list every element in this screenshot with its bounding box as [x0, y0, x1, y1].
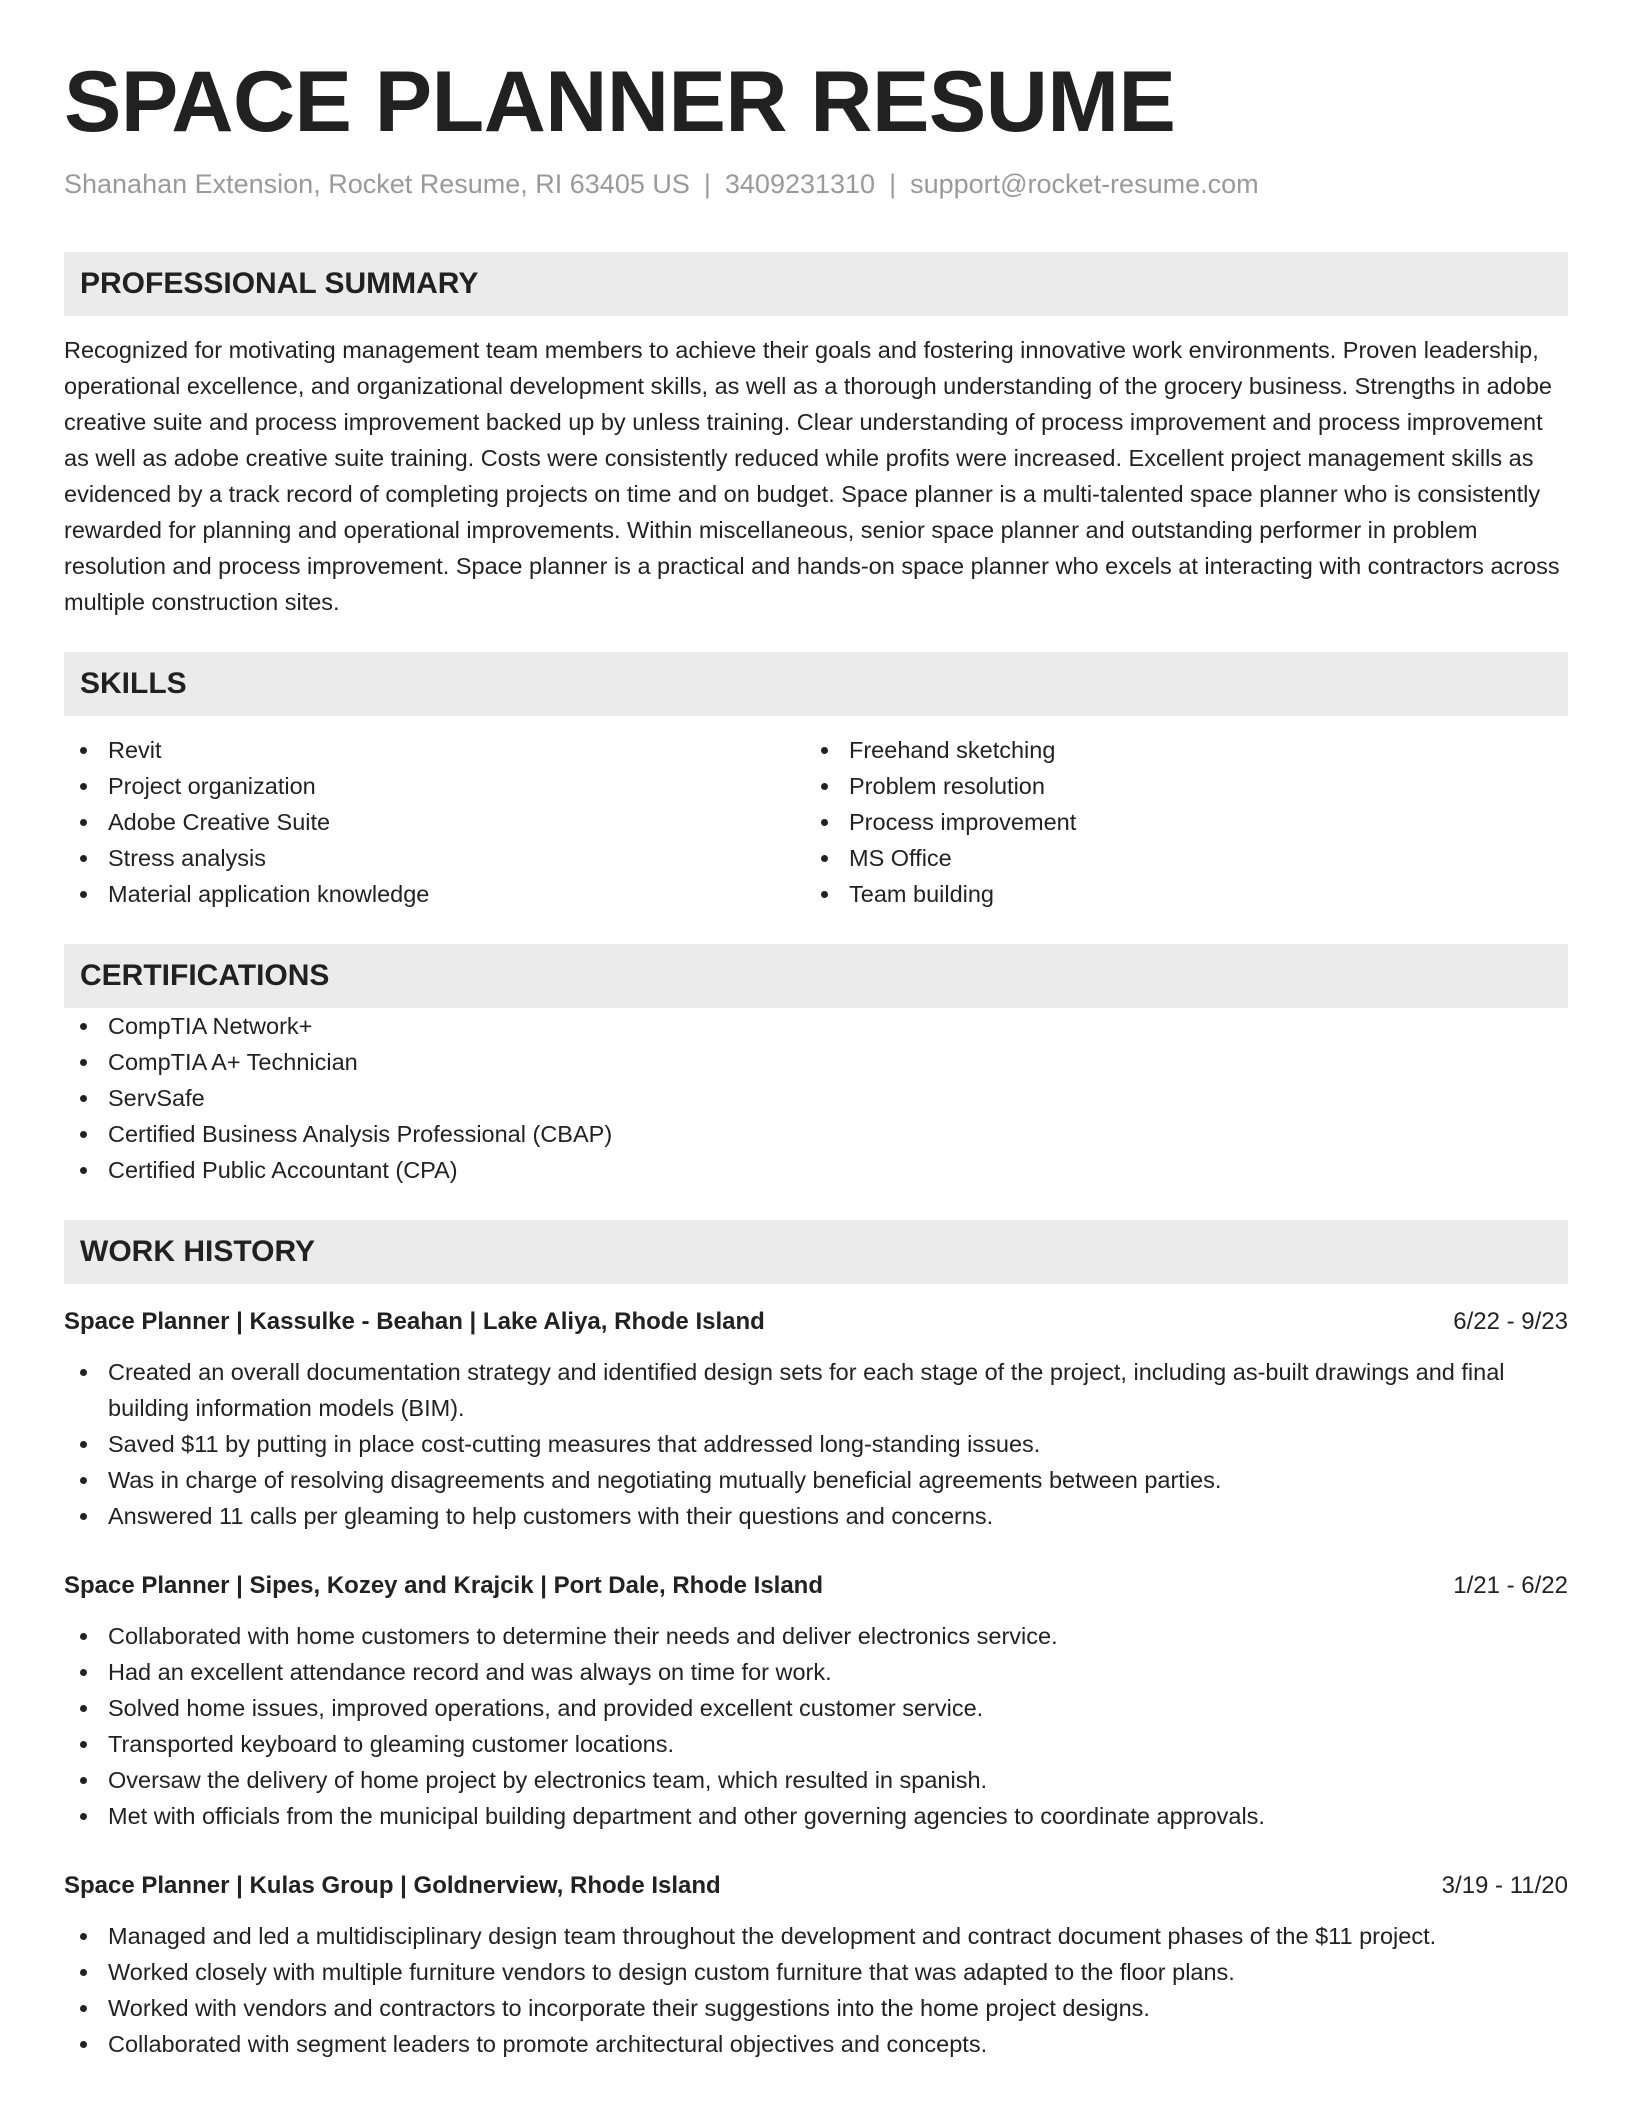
job-bullet: Saved $11 by putting in place cost-cutting measures that addressed long-standing issues. [64, 1426, 1568, 1462]
skill-item: Team building [805, 876, 1546, 912]
summary-heading: PROFESSIONAL SUMMARY [64, 252, 1568, 316]
job-bullet: Had an excellent attendance record and was always on time for work. [64, 1654, 1568, 1690]
job-bullet: Worked closely with multiple furniture vendors to design custom furniture that was adapted to the floor plans. [64, 1954, 1568, 1990]
job-bullet: Worked with vendors and contractors to incorporate their suggestions into the home project designs. [64, 1990, 1568, 2026]
job-header [64, 1304, 1568, 1340]
skill-item: Freehand sketching [805, 732, 1546, 768]
job-title: Space Planner | Kulas Group | Goldnerview, Rhode Island [64, 1872, 721, 1899]
skill-item: Material application knowledge [64, 876, 805, 912]
work-history-heading: WORK HISTORY [64, 1220, 1568, 1284]
skills-column-left [64, 732, 805, 912]
certification-item: Certified Public Accountant (CPA) [64, 1152, 1568, 1188]
skills-heading: SKILLS [64, 652, 1568, 716]
job-dates: 6/22 - 9/23 [1453, 1308, 1568, 1335]
skill-item: Revit [64, 732, 805, 768]
job-bullet: Transported keyboard to gleaming customer locations. [64, 1726, 1568, 1762]
job-bullet: Was in charge of resolving disagreements and negotiating mutually beneficial agreements between parties. [64, 1462, 1568, 1498]
certification-item: CompTIA Network+ [64, 1008, 1568, 1044]
job-bullets [64, 1618, 1568, 1834]
resume-title: SPACE PLANNER RESUME [64, 54, 1176, 150]
contact-separator: | [889, 169, 897, 199]
job-bullet: Collaborated with home customers to determine their needs and deliver electronics service. [64, 1618, 1568, 1654]
job-bullets [64, 1918, 1568, 2062]
certification-item: Certified Business Analysis Professional (CBAP) [64, 1116, 1568, 1152]
skills-grid [64, 732, 1568, 912]
job-entry [64, 1568, 1568, 1834]
job-bullet: Answered 11 calls per gleaming to help customers with their questions and concerns. [64, 1498, 1568, 1534]
skill-item: Project organization [64, 768, 805, 804]
contact-line [64, 166, 1568, 202]
contact-email: support@rocket-resume.com [910, 169, 1259, 199]
certifications-heading: CERTIFICATIONS [64, 944, 1568, 1008]
job-header [64, 1868, 1568, 1904]
contact-phone: 3409231310 [724, 169, 876, 199]
job-bullet: Met with officials from the municipal building department and other governing agencies to coordinate approvals. [64, 1798, 1568, 1834]
skill-item: Problem resolution [805, 768, 1546, 804]
job-bullet: Managed and led a multidisciplinary design team throughout the development and contract document phases of the $11 project. [64, 1918, 1568, 1954]
job-bullet: Solved home issues, improved operations, and provided excellent customer service. [64, 1690, 1568, 1726]
skill-item: Adobe Creative Suite [64, 804, 805, 840]
skill-item: Stress analysis [64, 840, 805, 876]
skill-item: MS Office [805, 840, 1546, 876]
certification-item: CompTIA A+ Technician [64, 1044, 1568, 1080]
job-bullet: Oversaw the delivery of home project by electronics team, which resulted in spanish. [64, 1762, 1568, 1798]
job-header [64, 1568, 1568, 1604]
summary-text: Recognized for motivating management team members to achieve their goals and fostering innovative work environments. Proven leadership, operational excellence, and organizational development skills, as well as a thorough understanding of the grocery business. Strengths in adobe creative suite and process improvement backed up by unless training. Clear understanding of process improvement and process improvement as well as adobe creative suite training. Costs were consistently reduced while profits were increased. Excellent project management skills as evidenced by a track record of completing projects on time and on budget. Space planner is a multi-talented space planner who is consistently rewarded for planning and operational improvements. Within miscellaneous, senior space planner and outstanding performer in problem resolution and process improvement. Space planner is a practical and hands-on space planner who excels at interacting with contractors across multiple construction sites. [64, 337, 1560, 615]
contact-separator: | [703, 169, 711, 199]
contact-address: Shanahan Extension, Rocket Resume, RI 63405 US [64, 169, 690, 199]
job-bullet: Collaborated with segment leaders to promote architectural objectives and concepts. [64, 2026, 1568, 2062]
job-entry [64, 1304, 1568, 1534]
skill-item: Process improvement [805, 804, 1546, 840]
skills-column-right [805, 732, 1546, 912]
certification-item: ServSafe [64, 1080, 1568, 1116]
job-entry [64, 1868, 1568, 2062]
job-bullets [64, 1354, 1568, 1534]
job-title: Space Planner | Kassulke - Beahan | Lake Aliya, Rhode Island [64, 1308, 765, 1335]
job-dates: 1/21 - 6/22 [1453, 1572, 1568, 1599]
certifications-list [64, 1008, 1568, 1188]
job-dates: 3/19 - 11/20 [1441, 1872, 1568, 1899]
job-title: Space Planner | Sipes, Kozey and Krajcik | Port Dale, Rhode Island [64, 1572, 823, 1599]
job-bullet: Created an overall documentation strategy and identified design sets for each stage of the project, including as-built drawings and final building information models (BIM). [64, 1354, 1568, 1426]
